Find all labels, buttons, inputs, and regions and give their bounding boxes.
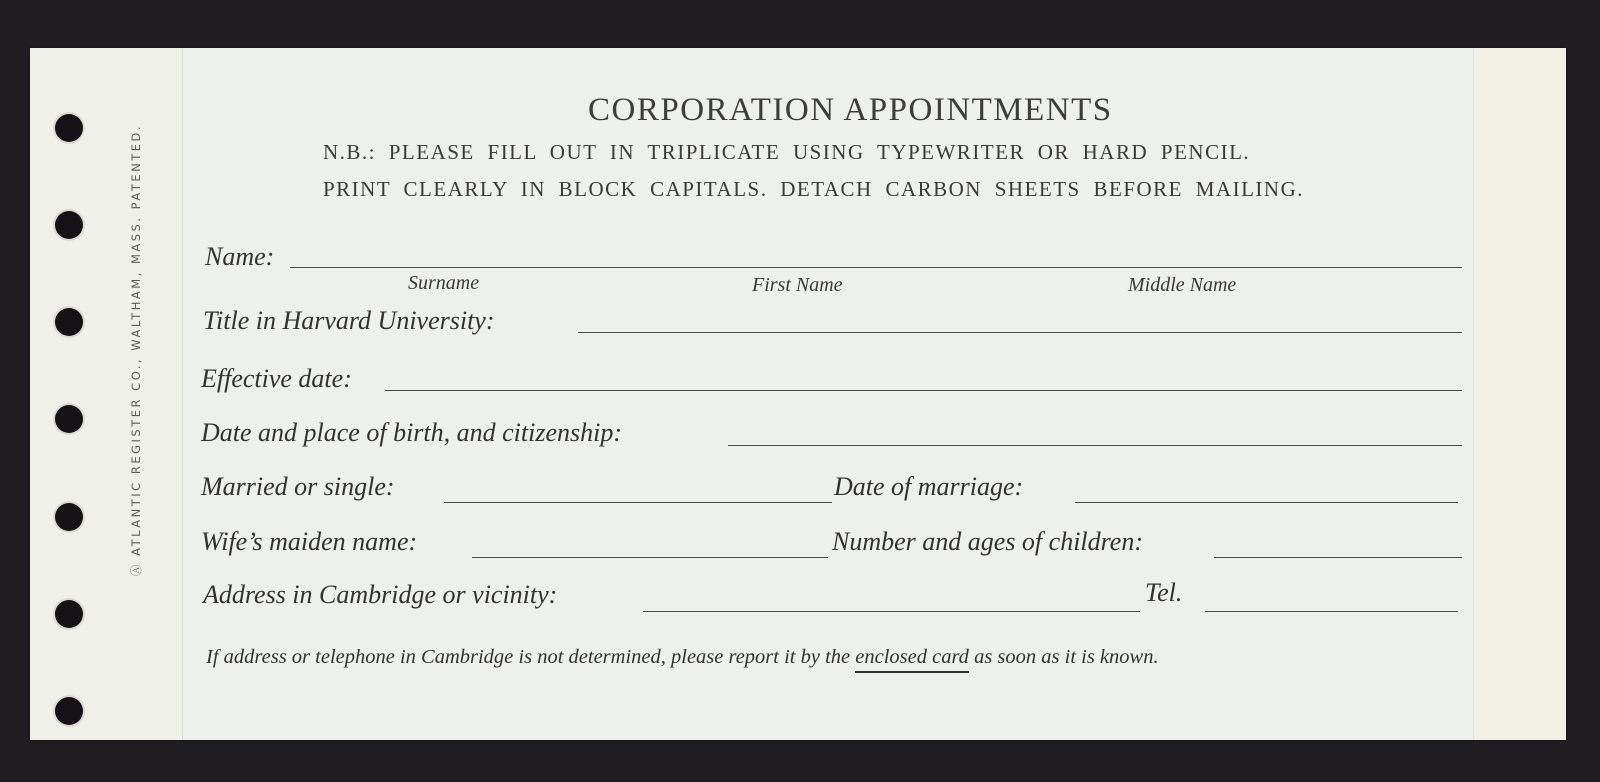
enclosed-card-link: enclosed card [855, 646, 969, 673]
tel-field-line[interactable] [1205, 611, 1458, 612]
footnote-text-start: If address or telephone in Cambridge is not determined, please report it by the [206, 646, 856, 668]
married-label: Married or single: [201, 472, 395, 501]
wife-maiden-name-field-line[interactable] [472, 557, 828, 558]
punch-hole-icon [55, 114, 83, 142]
birth-field-line[interactable] [728, 445, 1462, 446]
address-label: Address in Cambridge or vicinity: [203, 580, 558, 609]
wife-maiden-name-label: Wife’s maiden name: [201, 527, 418, 556]
instruction-line-2: PRINT CLEARLY IN BLOCK CAPITALS. DETACH CARBON SHEETS BEFORE MAILING. [323, 177, 1304, 201]
punch-hole-icon [55, 600, 83, 628]
tel-label: Tel. [1145, 578, 1183, 607]
title-label: Title in Harvard University: [203, 306, 495, 335]
form-title: CORPORATION APPOINTMENTS [588, 92, 1113, 128]
printer-imprint: Ⓐ ATLANTIC REGISTER CO., WALTHAM, MASS. PATENTED. [129, 123, 143, 577]
children-label: Number and ages of children: [832, 527, 1143, 556]
surname-label: Surname [408, 272, 480, 294]
punch-hole-icon [55, 211, 83, 239]
married-field-line[interactable] [444, 502, 832, 503]
name-label: Name: [205, 242, 275, 271]
instruction-line-1: N.B.: PLEASE FILL OUT IN TRIPLICATE USING TYPEWRITER OR HARD PENCIL. [323, 140, 1251, 164]
date-of-marriage-label: Date of marriage: [834, 472, 1024, 501]
date-of-marriage-field-line[interactable] [1075, 502, 1458, 503]
children-field-line[interactable] [1214, 557, 1462, 558]
birth-label: Date and place of birth, and citizenship: [201, 418, 623, 447]
address-field-line[interactable] [643, 611, 1140, 612]
footnote [206, 646, 1159, 669]
effective-date-label: Effective date: [201, 364, 352, 393]
punch-hole-icon [55, 405, 83, 433]
name-field-line[interactable] [290, 267, 1462, 268]
margin-strip [30, 48, 183, 740]
punch-hole-icon [55, 697, 83, 725]
first-name-label: First Name [752, 274, 843, 296]
title-field-line[interactable] [578, 332, 1462, 333]
middle-name-label: Middle Name [1128, 274, 1237, 296]
effective-date-field-line[interactable] [385, 390, 1462, 391]
footnote-text-end: as soon as it is known. [968, 646, 1159, 668]
punch-hole-icon [55, 503, 83, 531]
punch-hole-icon [55, 308, 83, 336]
